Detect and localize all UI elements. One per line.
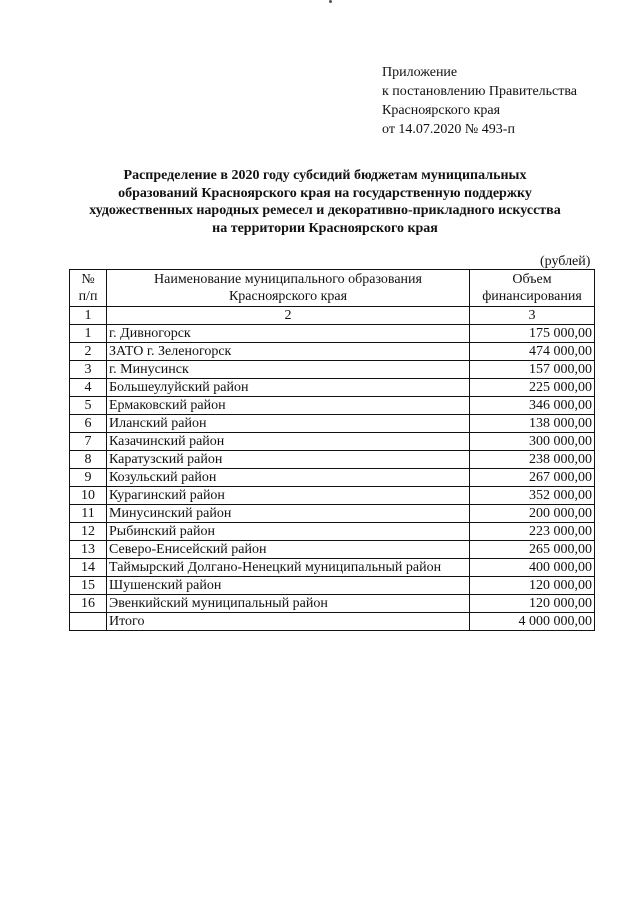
municipality-name: Иланский район	[107, 415, 470, 433]
currency-unit: (рублей)	[540, 254, 591, 269]
appendix-line: Красноярского края	[382, 103, 501, 118]
table-row	[70, 361, 595, 379]
table-row	[70, 469, 595, 487]
header-number-line1: №	[81, 272, 95, 287]
table-row	[70, 595, 595, 613]
funding-amount: 138 000,00	[470, 415, 595, 433]
municipality-name: Минусинский район	[107, 505, 470, 523]
funding-amount: 238 000,00	[470, 451, 595, 469]
row-number: 14	[70, 559, 107, 577]
column-number: 2	[107, 307, 470, 325]
table-row	[70, 541, 595, 559]
appendix-block	[382, 63, 577, 139]
row-number: 10	[70, 487, 107, 505]
row-number: 9	[70, 469, 107, 487]
funding-amount: 400 000,00	[470, 559, 595, 577]
funding-amount: 175 000,00	[470, 325, 595, 343]
funding-amount: 346 000,00	[470, 397, 595, 415]
title-line: Распределение в 2020 году субсидий бюджетам муниципальных	[123, 168, 527, 183]
row-number: 6	[70, 415, 107, 433]
table-row	[70, 343, 595, 361]
funding-amount: 200 000,00	[470, 505, 595, 523]
table-row	[70, 379, 595, 397]
row-number: 2	[70, 343, 107, 361]
row-number: 1	[70, 325, 107, 343]
scan-speck	[329, 0, 332, 3]
header-amount-line2: финансирования	[482, 289, 582, 304]
header-name-line1: Наименование муниципального образования	[154, 272, 422, 287]
header-amount	[470, 270, 595, 307]
row-number: 4	[70, 379, 107, 397]
appendix-date-line: от 14.07.2020 № 493-п	[382, 122, 515, 137]
column-number: 3	[470, 307, 595, 325]
header-name	[107, 270, 470, 307]
row-number	[70, 613, 107, 631]
row-number: 7	[70, 433, 107, 451]
header-number	[70, 270, 107, 307]
row-number: 15	[70, 577, 107, 595]
municipality-name: Большеулуйский район	[107, 379, 470, 397]
row-number: 13	[70, 541, 107, 559]
header-name-line2: Красноярского края	[228, 289, 348, 304]
table-row	[70, 433, 595, 451]
funding-amount: 474 000,00	[470, 343, 595, 361]
funding-amount: 120 000,00	[470, 577, 595, 595]
row-number: 16	[70, 595, 107, 613]
row-number: 11	[70, 505, 107, 523]
column-number: 1	[70, 307, 107, 325]
title-line: художественных народных ремесел и декоративно-прикладного искусства	[89, 203, 561, 218]
funding-amount: 352 000,00	[470, 487, 595, 505]
funding-amount: 157 000,00	[470, 361, 595, 379]
municipality-name: Итого	[107, 613, 470, 631]
appendix-line: к постановлению Правительства	[382, 84, 578, 99]
municipality-name: ЗАТО г. Зеленогорск	[107, 343, 470, 361]
table-row	[70, 325, 595, 343]
municipality-name: Шушенский район	[107, 577, 470, 595]
header-amount-line1: Объем	[512, 272, 552, 287]
row-number: 5	[70, 397, 107, 415]
municipality-name: Рыбинский район	[107, 523, 470, 541]
table-row	[70, 559, 595, 577]
table-row	[70, 415, 595, 433]
municipality-name: г. Дивногорск	[107, 325, 470, 343]
header-number-line2: п/п	[78, 289, 98, 304]
municipality-name: Козульский район	[107, 469, 470, 487]
subsidy-table	[69, 269, 595, 631]
row-number: 12	[70, 523, 107, 541]
municipality-name: Ермаковский район	[107, 397, 470, 415]
municipality-name: Северо-Енисейский район	[107, 541, 470, 559]
document-title	[60, 167, 590, 237]
table-row	[70, 577, 595, 595]
municipality-name: г. Минусинск	[107, 361, 470, 379]
row-number: 8	[70, 451, 107, 469]
funding-amount: 300 000,00	[470, 433, 595, 451]
column-number-row	[70, 307, 595, 325]
funding-amount: 267 000,00	[470, 469, 595, 487]
row-number: 3	[70, 361, 107, 379]
title-line: на территории Красноярского края	[212, 220, 438, 236]
municipality-name: Каратузский район	[107, 451, 470, 469]
table-row	[70, 523, 595, 541]
appendix-line: Приложение	[382, 65, 458, 80]
municipality-name: Казачинский район	[107, 433, 470, 451]
municipality-name: Эвенкийский муниципальный район	[107, 595, 470, 613]
funding-amount: 4 000 000,00	[470, 613, 595, 631]
table-row	[70, 487, 595, 505]
funding-amount: 223 000,00	[470, 523, 595, 541]
municipality-name: Курагинский район	[107, 487, 470, 505]
funding-amount: 225 000,00	[470, 379, 595, 397]
table-header-row	[70, 270, 595, 307]
table-row	[70, 451, 595, 469]
total-row	[70, 613, 595, 631]
funding-amount: 265 000,00	[470, 541, 595, 559]
funding-amount: 120 000,00	[470, 595, 595, 613]
table-row	[70, 505, 595, 523]
title-line: образований Красноярского края на государственную поддержку	[118, 185, 532, 201]
municipality-name: Таймырский Долгано-Ненецкий муниципальный район	[107, 559, 470, 577]
table-row	[70, 397, 595, 415]
